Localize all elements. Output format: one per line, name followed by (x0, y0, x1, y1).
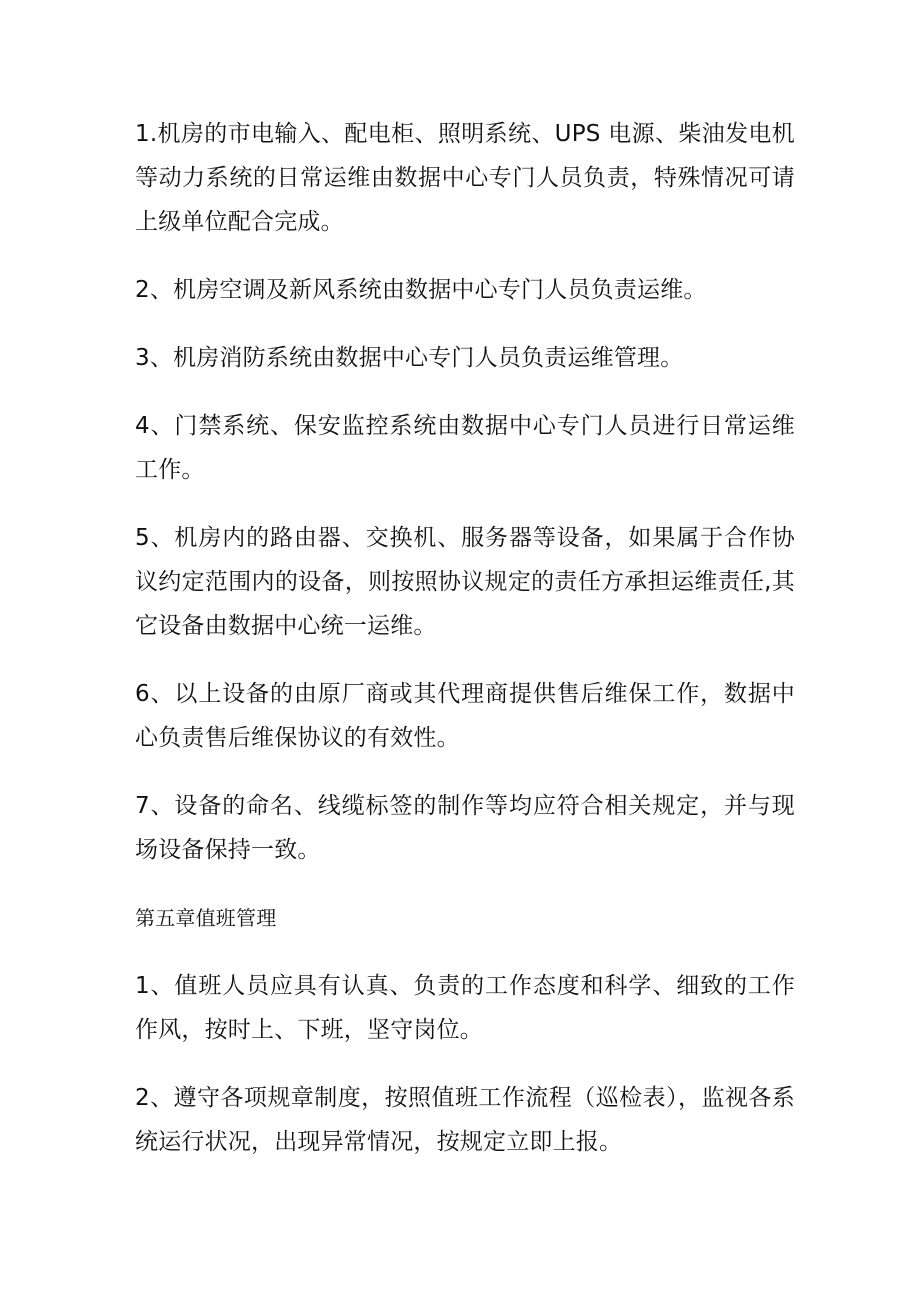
paragraph-7: 7、设备的命名、线缆标签的制作等均应符合相关规定，并与现场设备保持一致。 (135, 793, 795, 863)
document-body (135, 112, 795, 1188)
chapter-heading: 第五章值班管理 (135, 906, 277, 930)
paragraph-6: 6、以上设备的由原厂商或其代理商提供售后维保工作，数据中心负责售后维保协议的有效性。 (135, 681, 795, 751)
chapter-paragraph-2: 2、遵守各项规章制度，按照值班工作流程（巡检表），监视各系统运行状况，出现异常情况，按规定立即上报。 (135, 1085, 795, 1155)
paragraph-1: 1.机房的市电输入、配电柜、照明系统、UPS 电源、柴油发电机等动力系统的日常运维由数据中心专门人员负责，特殊情况可请上级单位配合完成。 (135, 121, 795, 235)
paragraph-4: 4、门禁系统、保安监控系统由数据中心专门人员进行日常运维工作。 (135, 413, 795, 483)
paragraph-5: 5、机房内的路由器、交换机、服务器等设备，如果属于合作协议约定范围内的设备，则按照协议规定的责任方承担运维责任,其它设备由数据中心统一运维。 (135, 525, 795, 639)
paragraph-2: 2、机房空调及新风系统由数据中心专门人员负责运维。 (135, 277, 707, 303)
paragraph-3: 3、机房消防系统由数据中心专门人员负责运维管理。 (135, 345, 684, 371)
chapter-paragraph-1: 1、值班人员应具有认真、负责的工作态度和科学、细致的工作作风，按时上、下班，坚守岗位。 (135, 973, 795, 1043)
